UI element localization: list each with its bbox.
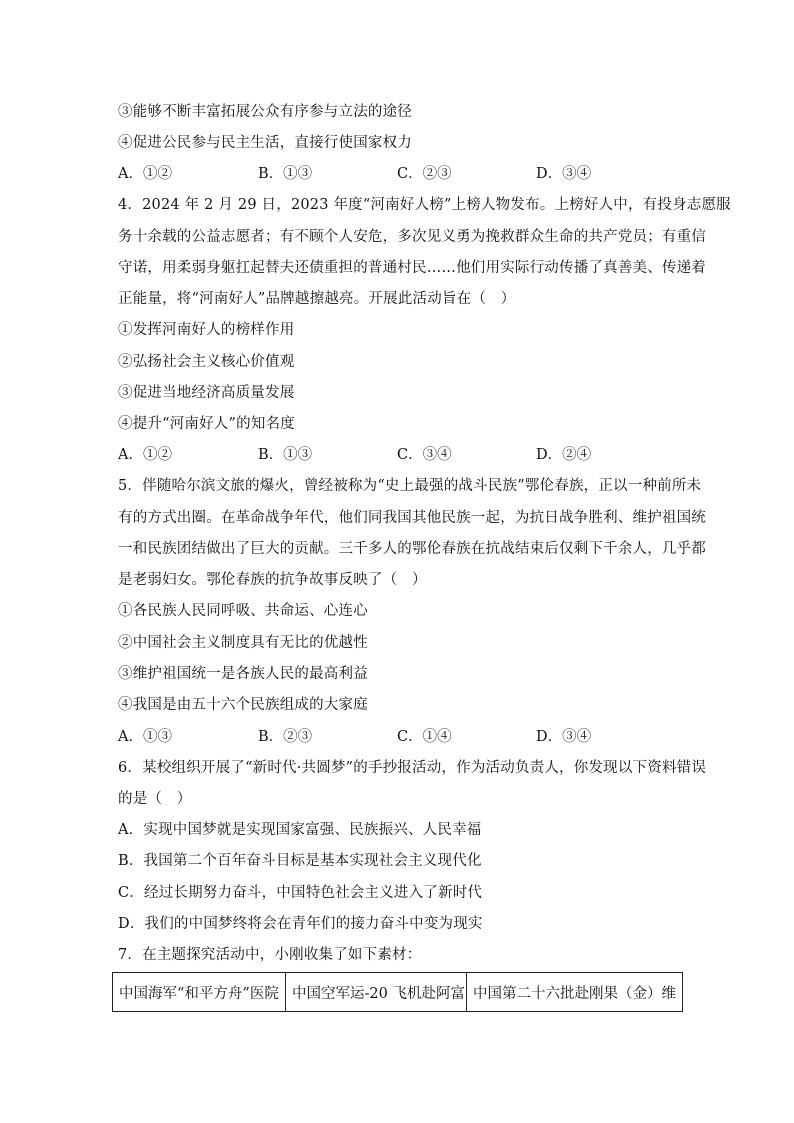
q4-item-2: ②弘扬社会主义核心价值观 [118, 354, 295, 370]
q5-option-b: B．②③ [258, 729, 313, 745]
q3-options [118, 164, 678, 184]
q4-item-3: ③促进当地经济高质量发展 [118, 385, 295, 401]
q3-item-4: ④促进公民参与民主生活，直接行使国家权力 [118, 135, 412, 151]
q3-item-3: ③能够不断丰富拓展公众有序参与立法的途径 [118, 104, 412, 120]
q4-option-b: B．①③ [258, 447, 313, 463]
q4-stem-line-2: 务十余载的公益志愿者；有不顾个人安危，多次见义勇为挽救群众生命的共产党员；有重信 [118, 229, 706, 245]
q5-stem-line-3: 一和民族团结做出了巨大的贡献。三千多人的鄂伦春族在抗战结束后仅剩下千余人，几乎都 [118, 541, 706, 557]
q7-stem: 7．在主题探究活动中，小刚收集了如下素材： [118, 947, 422, 963]
q5-option-a: A．①③ [118, 729, 172, 745]
q4-stem-line-3: 守诺，用柔弱身躯扛起替夫还债重担的普通村民……他们用实际行动传播了真善美、传递着 [118, 260, 706, 276]
q4-option-a: A．①② [118, 447, 172, 463]
q4-stem-line-1: 4．2024 年 2 月 29 日，2023 年度“河南好人榜”上榜人物发布。上榜好人中，有投身志愿服 [118, 197, 731, 213]
q5-options [118, 727, 678, 747]
q6-stem-line-1: 6．某校组织开展了“新时代·共圆梦”的手抄报活动，作为活动负责人，你发现以下资料错误 [118, 760, 707, 776]
table-cell: 中国空军运-20 飞机赴阿富 [286, 973, 467, 1012]
table-cell: 中国海军“和平方舟”医院 [113, 973, 286, 1012]
q5-item-2: ②中国社会主义制度具有无比的优越性 [118, 635, 368, 651]
table-cell: 中国第二十六批赴刚果（金）维 [467, 973, 683, 1012]
q6-stem-line-2: 的是（ ） [118, 791, 192, 807]
q7-material-table [112, 972, 683, 1012]
q3-option-a: A．①② [118, 166, 172, 182]
q5-item-4: ④我国是由五十六个民族组成的大家庭 [118, 697, 368, 713]
q5-item-3: ③维护祖国统一是各族人民的最高利益 [118, 666, 368, 682]
q6-choice-d: D．我们的中国梦终将会在青年们的接力奋斗中变为现实 [118, 916, 483, 932]
q5-stem-line-1: 5．伴随哈尔滨文旅的爆火，曾经被称为“史上最强的战斗民族”鄂伦春族，正以一种前所未 [118, 478, 702, 494]
table-row [113, 973, 683, 1012]
q5-option-d: D．③④ [536, 729, 592, 745]
q5-stem-line-4: 是老弱妇女。鄂伦春族的抗争故事反映了（ ） [118, 572, 427, 588]
q3-option-d: D．③④ [536, 166, 592, 182]
q6-choice-b: B．我国第二个百年奋斗目标是基本实现社会主义现代化 [118, 853, 482, 869]
q6-choice-c: C．经过长期努力奋斗，中国特色社会主义进入了新时代 [118, 885, 483, 901]
q6-choice-a: A．实现中国梦就是实现国家富强、民族振兴、人民幸福 [118, 822, 482, 838]
q4-option-d: D．②④ [536, 447, 592, 463]
q4-options [118, 445, 678, 465]
q3-option-c: C．②③ [397, 166, 452, 182]
q3-option-b: B．①③ [258, 166, 313, 182]
q4-option-c: C．③④ [397, 447, 452, 463]
q5-stem-line-2: 有的方式出圈。在革命战争年代，他们同我国其他民族一起，为抗日战争胜利、维护祖国统 [118, 510, 706, 526]
q5-item-1: ①各民族人民同呼吸、共命运、心连心 [118, 603, 368, 619]
q4-item-1: ①发挥河南好人的榜样作用 [118, 322, 295, 338]
q4-stem-line-4: 正能量，将“河南好人”品牌越擦越亮。开展此活动旨在（ ） [118, 291, 516, 307]
q4-item-4: ④提升“河南好人”的知名度 [118, 416, 295, 432]
q5-option-c: C．①④ [397, 729, 452, 745]
